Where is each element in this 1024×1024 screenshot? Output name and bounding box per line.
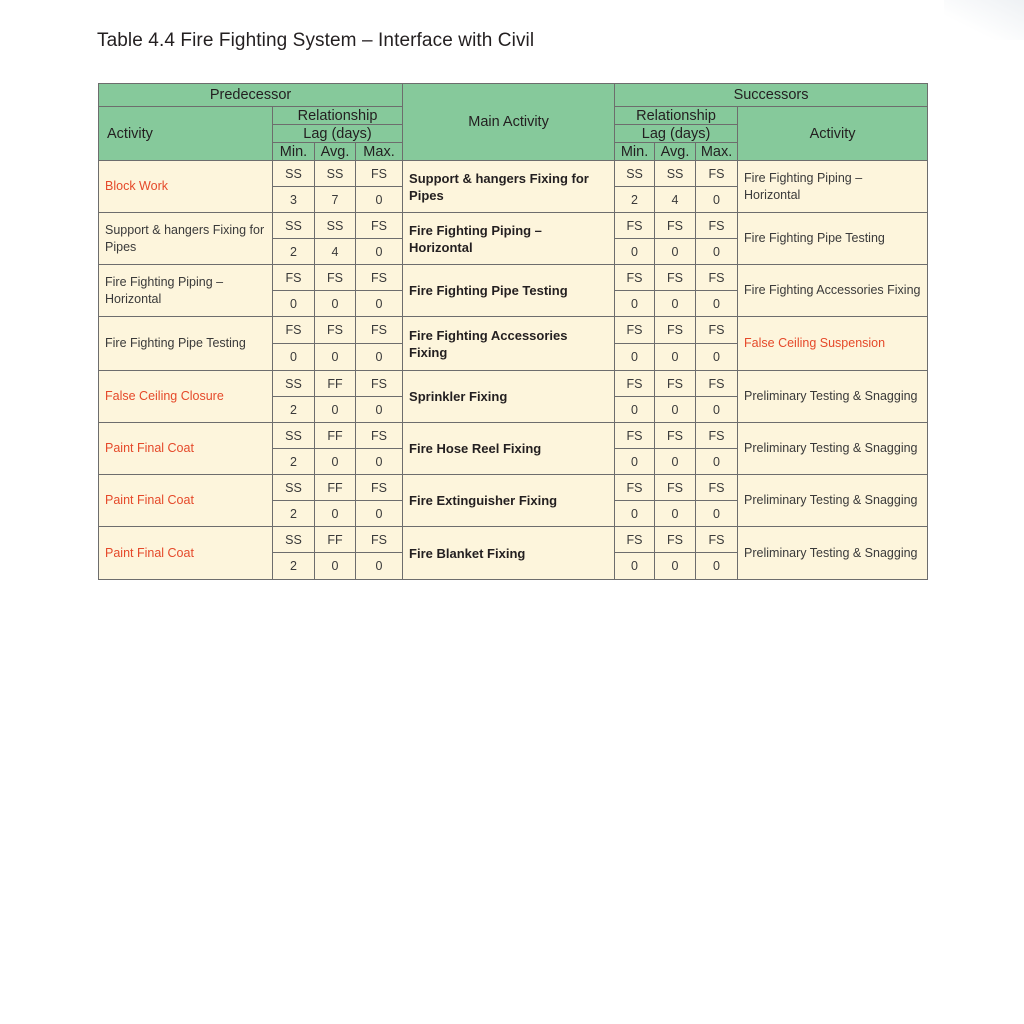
succ-relationship-max: FS: [696, 527, 738, 553]
succ-relationship-avg: FS: [655, 317, 696, 344]
main-activity-header: Main Activity: [403, 84, 615, 161]
succ-lag-max: 0: [696, 239, 738, 265]
succ-lag-avg: 0: [655, 397, 696, 423]
pred-relationship-max: FS: [356, 423, 403, 449]
interface-table: [98, 83, 928, 580]
predecessor-activity: Fire Fighting Piping – Horizontal: [99, 265, 273, 317]
succ-relationship-avg: SS: [655, 161, 696, 187]
succ-relationship-min: FS: [615, 527, 655, 553]
successor-activity: Preliminary Testing & Snagging: [738, 423, 928, 475]
succ-relationship-avg: FS: [655, 371, 696, 397]
succ-lag-min: 0: [615, 291, 655, 317]
succ-activity-header: Activity: [738, 107, 928, 161]
pred-relationship-max: FS: [356, 527, 403, 553]
succ-lag-max: 0: [696, 187, 738, 213]
succ-lag-min: 0: [615, 344, 655, 371]
pred-lag-max: 0: [356, 187, 403, 213]
predecessor-activity: Paint Final Coat: [99, 475, 273, 527]
succ-lag-max: 0: [696, 449, 738, 475]
pred-relationship-max: FS: [356, 161, 403, 187]
predecessor-activity: Paint Final Coat: [99, 423, 273, 475]
successor-activity: False Ceiling Suspension: [738, 317, 928, 371]
main-activity: Fire Extinguisher Fixing: [403, 475, 615, 527]
succ-relationship-avg: FS: [655, 475, 696, 501]
succ-lag-avg: 0: [655, 501, 696, 527]
main-activity: Fire Hose Reel Fixing: [403, 423, 615, 475]
table-row: [99, 265, 928, 291]
succ-relationship-max: FS: [696, 475, 738, 501]
predecessor-header: Predecessor: [99, 84, 403, 107]
succ-relationship-min: FS: [615, 317, 655, 344]
pred-lag-avg: 0: [315, 291, 356, 317]
succ-lag-max: 0: [696, 501, 738, 527]
succ-relationship-avg: FS: [655, 423, 696, 449]
succ-relationship-max: FS: [696, 371, 738, 397]
successor-activity: Preliminary Testing & Snagging: [738, 527, 928, 580]
pred-relationship-min: SS: [273, 213, 315, 239]
succ-relationship-min: FS: [615, 423, 655, 449]
successor-activity: Preliminary Testing & Snagging: [738, 371, 928, 423]
pred-relationship-avg: SS: [315, 161, 356, 187]
pred-lag-avg: 0: [315, 449, 356, 475]
succ-relationship-header: Relationship: [615, 107, 738, 125]
pred-lag-min: 2: [273, 553, 315, 580]
succ-lag-min: 0: [615, 239, 655, 265]
succ-relationship-min: FS: [615, 371, 655, 397]
pred-relationship-avg: FS: [315, 317, 356, 344]
succ-lag-max: 0: [696, 553, 738, 580]
pred-lag-max: 0: [356, 397, 403, 423]
main-activity: Fire Fighting Pipe Testing: [403, 265, 615, 317]
succ-relationship-min: SS: [615, 161, 655, 187]
successor-activity: Fire Fighting Piping – Horizontal: [738, 161, 928, 213]
succ-relationship-min: FS: [615, 265, 655, 291]
pred-lag-avg: 0: [315, 397, 356, 423]
pred-lag-avg: 0: [315, 501, 356, 527]
pred-relationship-min: SS: [273, 371, 315, 397]
page-corner-shade: [944, 0, 1024, 40]
pred-lag-min: 0: [273, 344, 315, 371]
pred-lag-max: 0: [356, 291, 403, 317]
pred-relationship-min: SS: [273, 527, 315, 553]
predecessor-activity: False Ceiling Closure: [99, 371, 273, 423]
succ-lag-max: 0: [696, 291, 738, 317]
succ-lag-avg: 4: [655, 187, 696, 213]
table-row: [99, 475, 928, 501]
table-row: [99, 213, 928, 239]
succ-relationship-avg: FS: [655, 527, 696, 553]
succ-lag-min: 0: [615, 397, 655, 423]
pred-relationship-max: FS: [356, 265, 403, 291]
pred-relationship-avg: FF: [315, 527, 356, 553]
pred-max-header: Max.: [356, 143, 403, 161]
pred-lag-avg: 0: [315, 553, 356, 580]
predecessor-activity: Fire Fighting Pipe Testing: [99, 317, 273, 371]
succ-relationship-min: FS: [615, 475, 655, 501]
main-activity: Fire Fighting Accessories Fixing: [403, 317, 615, 371]
pred-relationship-min: SS: [273, 475, 315, 501]
succ-relationship-max: FS: [696, 213, 738, 239]
pred-lag-max: 0: [356, 239, 403, 265]
pred-relationship-max: FS: [356, 317, 403, 344]
pred-relationship-avg: FF: [315, 423, 356, 449]
successor-activity: Fire Fighting Pipe Testing: [738, 213, 928, 265]
pred-lag-min: 0: [273, 291, 315, 317]
succ-lag-avg: 0: [655, 291, 696, 317]
succ-lag-min: 2: [615, 187, 655, 213]
pred-lag-max: 0: [356, 553, 403, 580]
pred-lag-header: Lag (days): [273, 125, 403, 143]
table-row: [99, 527, 928, 553]
succ-min-header: Min.: [615, 143, 655, 161]
predecessor-activity: Paint Final Coat: [99, 527, 273, 580]
pred-relationship-header: Relationship: [273, 107, 403, 125]
succ-avg-header: Avg.: [655, 143, 696, 161]
main-activity: Fire Blanket Fixing: [403, 527, 615, 580]
successor-activity: Fire Fighting Accessories Fixing: [738, 265, 928, 317]
table-row: [99, 371, 928, 397]
pred-lag-max: 0: [356, 344, 403, 371]
table-row: [99, 423, 928, 449]
succ-lag-avg: 0: [655, 449, 696, 475]
pred-lag-min: 2: [273, 501, 315, 527]
pred-lag-avg: 4: [315, 239, 356, 265]
pred-relationship-min: FS: [273, 317, 315, 344]
succ-relationship-max: FS: [696, 265, 738, 291]
succ-relationship-max: FS: [696, 161, 738, 187]
succ-lag-header: Lag (days): [615, 125, 738, 143]
table-title: Table 4.4 Fire Fighting System – Interface with Civil: [97, 30, 535, 51]
pred-relationship-avg: SS: [315, 213, 356, 239]
pred-avg-header: Avg.: [315, 143, 356, 161]
main-activity: Fire Fighting Piping – Horizontal: [403, 213, 615, 265]
successor-activity: Preliminary Testing & Snagging: [738, 475, 928, 527]
succ-relationship-min: FS: [615, 213, 655, 239]
succ-lag-min: 0: [615, 501, 655, 527]
pred-lag-min: 2: [273, 239, 315, 265]
pred-relationship-max: FS: [356, 371, 403, 397]
predecessor-activity: Block Work: [99, 161, 273, 213]
pred-relationship-max: FS: [356, 213, 403, 239]
main-activity: Support & hangers Fixing for Pipes: [403, 161, 615, 213]
succ-lag-min: 0: [615, 553, 655, 580]
succ-lag-avg: 0: [655, 553, 696, 580]
pred-relationship-avg: FS: [315, 265, 356, 291]
pred-lag-avg: 7: [315, 187, 356, 213]
pred-lag-max: 0: [356, 501, 403, 527]
pred-min-header: Min.: [273, 143, 315, 161]
succ-lag-min: 0: [615, 449, 655, 475]
table-row: [99, 161, 928, 187]
table-row: [99, 317, 928, 344]
succ-lag-max: 0: [696, 344, 738, 371]
predecessor-activity: Support & hangers Fixing for Pipes: [99, 213, 273, 265]
succ-relationship-avg: FS: [655, 213, 696, 239]
successors-header: Successors: [615, 84, 928, 107]
pred-relationship-min: SS: [273, 161, 315, 187]
pred-relationship-avg: FF: [315, 371, 356, 397]
pred-lag-min: 2: [273, 449, 315, 475]
pred-relationship-avg: FF: [315, 475, 356, 501]
pred-relationship-min: FS: [273, 265, 315, 291]
succ-relationship-max: FS: [696, 317, 738, 344]
pred-relationship-max: FS: [356, 475, 403, 501]
pred-activity-header: Activity: [99, 107, 273, 161]
succ-lag-avg: 0: [655, 344, 696, 371]
succ-lag-max: 0: [696, 397, 738, 423]
pred-lag-min: 2: [273, 397, 315, 423]
pred-relationship-min: SS: [273, 423, 315, 449]
pred-lag-avg: 0: [315, 344, 356, 371]
succ-relationship-max: FS: [696, 423, 738, 449]
pred-lag-max: 0: [356, 449, 403, 475]
succ-max-header: Max.: [696, 143, 738, 161]
succ-lag-avg: 0: [655, 239, 696, 265]
succ-relationship-avg: FS: [655, 265, 696, 291]
pred-lag-min: 3: [273, 187, 315, 213]
main-activity: Sprinkler Fixing: [403, 371, 615, 423]
